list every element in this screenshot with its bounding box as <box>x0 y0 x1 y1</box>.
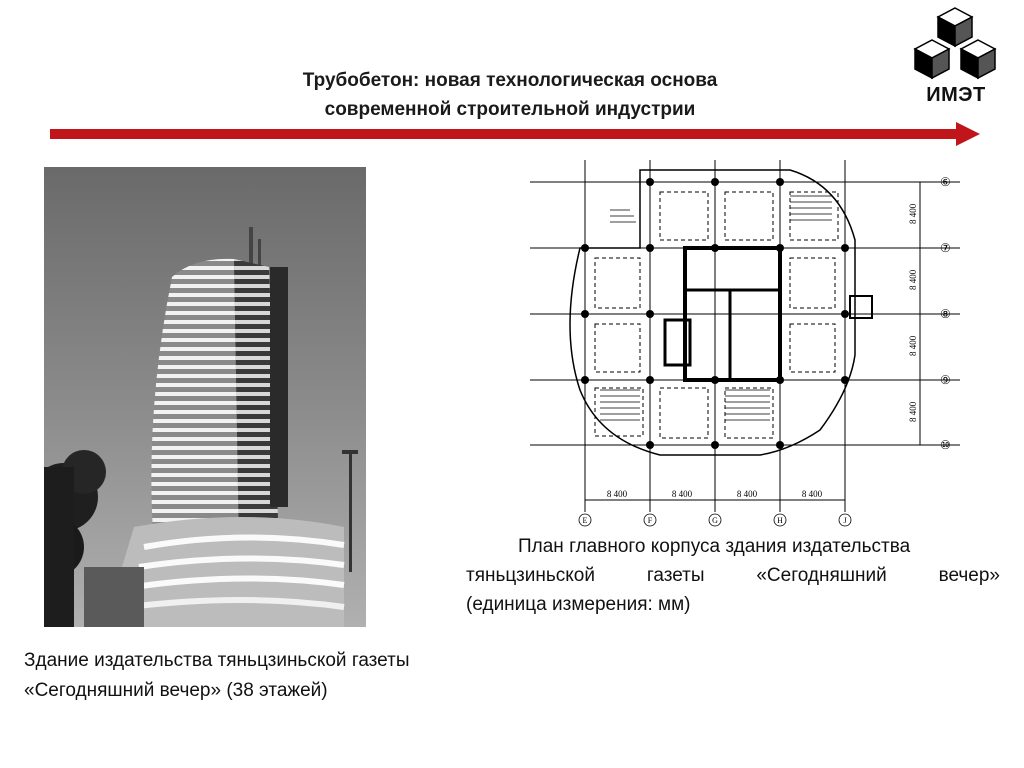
red-arrow-divider <box>50 122 980 146</box>
photo-caption-line-1: Здание издательства тяньцзиньской газеты <box>24 650 410 671</box>
plan-caption-line-1: План главного корпуса здания издательства <box>518 536 911 557</box>
plan-caption-line-3: (единица измерения: мм) <box>466 594 691 615</box>
plan-caption-line-2: тяньцзиньской газеты «Сегодняшний вечер» <box>466 565 1000 586</box>
plan-col-label: H <box>777 516 783 525</box>
plan-col-dim: 8 400 <box>606 489 628 499</box>
floor-plan-drawing <box>520 160 970 530</box>
plan-col-dim: 8 400 <box>801 489 823 499</box>
title-line-2: современной строительной индустрии <box>324 99 696 120</box>
plan-col-label: J <box>843 516 847 525</box>
plan-row-label: ⑩ <box>940 438 951 452</box>
plan-col-label: E <box>582 516 588 525</box>
logo-text: ИМЭТ <box>926 84 986 106</box>
title-line-1: Трубобетон: новая технологическая основа <box>302 70 718 91</box>
plan-caption <box>466 532 1000 619</box>
plan-row-label: ⑥ <box>940 175 951 189</box>
plan-col-dim: 8 400 <box>736 489 758 499</box>
plan-row-dim: 8 400 <box>908 269 918 290</box>
plan-col-label: F <box>647 516 653 525</box>
plan-row-dim: 8 400 <box>908 401 918 422</box>
photo-caption <box>24 646 524 706</box>
plan-col-label: G <box>712 516 718 525</box>
plan-col-dim: 8 400 <box>671 489 693 499</box>
plan-row-label: ⑨ <box>940 373 951 387</box>
slide-title <box>200 66 820 124</box>
plan-row-label: ⑦ <box>940 241 951 255</box>
plan-row-label: ⑧ <box>940 307 951 321</box>
plan-row-dim: 8 400 <box>908 335 918 356</box>
photo-caption-line-2: «Сегодняшний вечер» (38 этажей) <box>24 680 328 701</box>
plan-row-dim: 8 400 <box>908 203 918 224</box>
building-photo <box>44 167 366 627</box>
